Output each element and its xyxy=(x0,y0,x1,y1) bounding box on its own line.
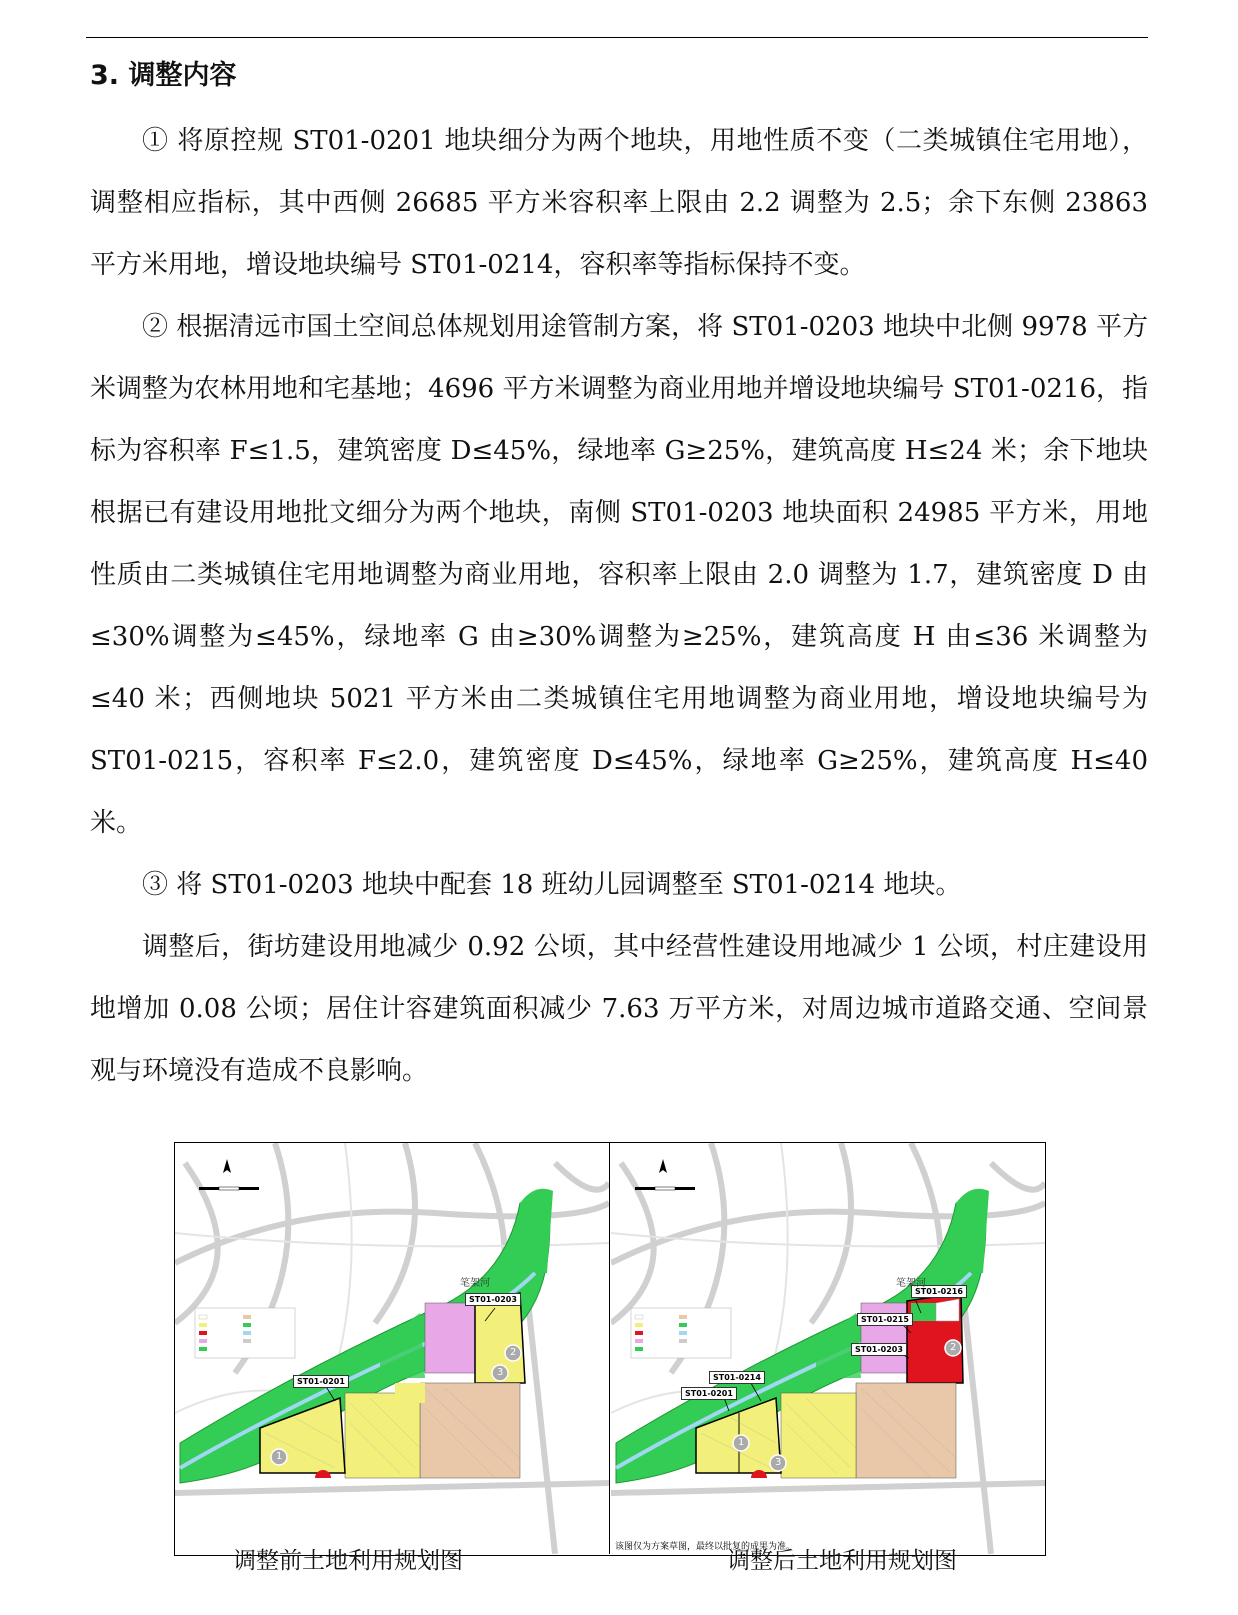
parcel-label-st01-0203: ST01-0203 xyxy=(465,1293,521,1306)
river-label: 笔架河 xyxy=(896,1278,926,1289)
land-use-figure xyxy=(174,1142,1046,1612)
parcel-label-st01-0214: ST01-0214 xyxy=(709,1371,765,1384)
marker-1: 1 xyxy=(276,1451,283,1462)
river-label: 笔架河 xyxy=(460,1278,490,1289)
map-after-drawing xyxy=(611,1143,1045,1554)
header-rule xyxy=(86,37,1148,38)
parcel-label-st01-0201: ST01-0201 xyxy=(681,1387,737,1400)
paragraph-3: ③ 将 ST01-0203 地块中配套 18 班幼儿园调整至 ST01-0214 地块。 xyxy=(142,870,962,900)
parcel-label-st01-0203: ST01-0203 xyxy=(851,1343,907,1356)
marker-2: 2 xyxy=(950,1342,957,1353)
marker-2: 2 xyxy=(510,1347,517,1358)
parcel-label-st01-0216: ST01-0216 xyxy=(911,1285,967,1298)
caption-before: 调整前土地利用规划图 xyxy=(233,1548,463,1574)
caption-after: 调整后土地利用规划图 xyxy=(727,1548,957,1574)
section-heading: 3. 调整内容 xyxy=(90,60,237,91)
map-before-drawing xyxy=(175,1143,609,1554)
parcel-label-st01-0215: ST01-0215 xyxy=(857,1313,913,1326)
body-text xyxy=(90,110,1148,1102)
map-frame xyxy=(174,1142,1046,1556)
marker-3: 3 xyxy=(775,1457,782,1468)
marker-3: 3 xyxy=(497,1367,504,1378)
paragraph-2: ② 根据清远市国土空间总体规划用途管制方案，将 ST01-0203 地块中北侧 9978 平方米调整为农林用地和宅基地；4696 平方米调整为商业用地并增设地块编号 ST01-0216，指标为容积率 F≤1.5，建筑密度 D≤45%，绿地率 G≥25%，建筑高度 H≤24 米；余下地块根据已有建设用地批文细分为两个地块，南侧 ST01-0203 地块面积 24985 平方米，用地性质由二类城镇住宅用地调整为商业用地，容积率上限由 2.0 调整为 1.7，建筑密度 D 由≤30%调整为≤45%，绿地率 G 由≥30%调整为≥25%，建筑高度 H 由≤36 米调整为≤40 米；西侧地块 5021 平方米由二类城镇住宅用地调整为商业用地，增设地块编号为 ST01-0215，容积率 F≤2.0，建筑密度 D≤45%，绿地率 G≥25%，建筑高度 H≤40 米。 xyxy=(90,312,1148,838)
marker-1: 1 xyxy=(738,1437,745,1448)
map-before xyxy=(175,1143,610,1554)
paragraph-4: 调整后，街坊建设用地减少 0.92 公顷，其中经营性建设用地减少 1 公顷，村庄建设用地增加 0.08 公顷；居住计容建筑面积减少 7.63 万平方米，对周边城市道路交通、空间景观与环境没有造成不良影响。 xyxy=(90,932,1148,1086)
parcel-label-st01-0201: ST01-0201 xyxy=(293,1375,349,1388)
map-after xyxy=(611,1143,1045,1554)
draft-note: 该图仅为方案草图，最终以批复的成果为准。 xyxy=(615,1542,796,1552)
paragraph-1: ① 将原控规 ST01-0201 地块细分为两个地块，用地性质不变（二类城镇住宅用地），调整相应指标，其中西侧 26685 平方米容积率上限由 2.2 调整为 2.5；余下东侧 23863 平方米用地，增设地块编号 ST01-0214，容积率等指标保持不变。 xyxy=(90,126,1148,280)
